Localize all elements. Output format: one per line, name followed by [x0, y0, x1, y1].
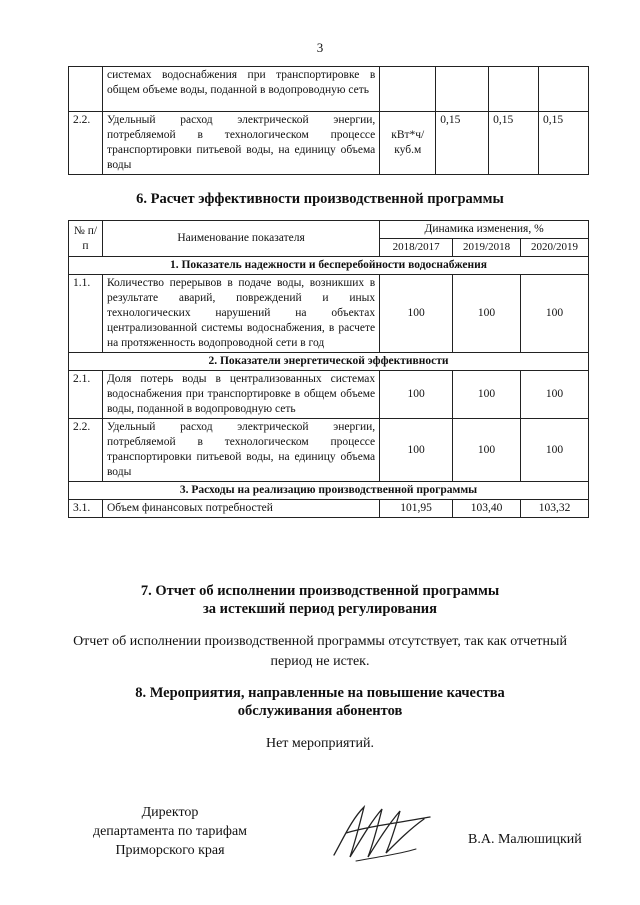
signatory-position — [70, 803, 270, 860]
indicator-name: Объем финансовых потребностей — [102, 500, 379, 518]
header-year: 2019/2018 — [453, 239, 521, 257]
row-number: 2.1. — [69, 371, 103, 419]
position-line1: Директор — [141, 805, 199, 820]
section-7-title — [0, 582, 640, 618]
section-7-text: Отчет об исполнении производственной программы отсутствует, так как отчетный период не истек. — [73, 634, 567, 669]
indicator-name: Количество перерывов в подаче воды, возникших в результате аварий, повреждений и иных технологических нарушений на объектах централизованной системы водоснабжения, в расчете на протяженность водопроводной сети в год — [102, 275, 379, 353]
group-row — [69, 353, 589, 371]
header-indicator-name: Наименование показателя — [102, 221, 379, 257]
position-line2: департамента по тарифам — [92, 824, 248, 839]
section-8-title-line1: 8. Мероприятия, направленные на повышение качества — [135, 685, 505, 701]
value-cell: 0,15 — [539, 112, 589, 175]
value-cell: 100 — [380, 419, 453, 482]
group-title: 3. Расходы на реализацию производственной программы — [69, 482, 589, 500]
value-cell: 101,95 — [380, 500, 453, 518]
value-cell — [489, 67, 539, 112]
header-number: № п/п — [69, 221, 103, 257]
indicator-name: Удельный расход электрической энергии, потребляемой в технологическом процессе транспортировки питьевой воды, на единицу объема воды — [102, 112, 379, 175]
row-number: 2.2. — [69, 419, 103, 482]
signatory-name: В.А. Малюшицкий — [468, 832, 582, 847]
value-cell — [436, 67, 489, 112]
table-row — [69, 112, 589, 175]
indicator-name: системах водоснабжения при транспортировке в общем объеме воды, поданной в водопроводную сеть — [102, 67, 379, 112]
table-row — [69, 500, 589, 518]
header-year: 2018/2017 — [380, 239, 453, 257]
table-header-row — [69, 221, 589, 239]
header-dynamics: Динамика изменения, % — [380, 221, 589, 239]
group-title: 2. Показатели энергетической эффективности — [69, 353, 589, 371]
value-cell: 100 — [380, 275, 453, 353]
group-row — [69, 257, 589, 275]
value-cell: 0,15 — [436, 112, 489, 175]
value-cell: 100 — [521, 419, 589, 482]
section-7-title-line2: за истекший период регулирования — [202, 601, 438, 617]
section-8-text: Нет мероприятий. — [265, 736, 375, 751]
page-number: 3 — [316, 40, 324, 55]
efficiency-table — [68, 220, 589, 518]
value-cell: 100 — [453, 419, 521, 482]
group-row — [69, 482, 589, 500]
value-cell: 103,40 — [453, 500, 521, 518]
section-8-title — [0, 684, 640, 720]
row-number — [69, 67, 103, 112]
value-cell: 103,32 — [521, 500, 589, 518]
table-row — [69, 419, 589, 482]
section-7-title-line1: 7. Отчет об исполнении производственной программы — [140, 583, 500, 599]
continued-indicators-table — [68, 66, 589, 175]
section-8-title-line2: обслуживания абонентов — [237, 703, 403, 719]
table-row — [69, 371, 589, 419]
handwritten-signature — [326, 797, 436, 867]
position-line3: Приморского края — [115, 843, 225, 858]
value-cell: 100 — [453, 371, 521, 419]
value-cell: 100 — [521, 275, 589, 353]
unit-cell — [380, 67, 436, 112]
row-number: 3.1. — [69, 500, 103, 518]
row-number: 2.2. — [69, 112, 103, 175]
table-row — [69, 67, 589, 112]
group-title: 1. Показатель надежности и бесперебойности водоснабжения — [69, 257, 589, 275]
table-row — [69, 275, 589, 353]
section-6-title: 6. Расчет эффективности производственной программы — [136, 191, 504, 207]
value-cell: 0,15 — [489, 112, 539, 175]
row-number: 1.1. — [69, 275, 103, 353]
indicator-name: Доля потерь воды в централизованных системах водоснабжения при транспортировке в общем объеме воды, поданной в водопроводную сеть — [102, 371, 379, 419]
value-cell: 100 — [380, 371, 453, 419]
header-year: 2020/2019 — [521, 239, 589, 257]
value-cell: 100 — [521, 371, 589, 419]
unit-cell: кВт*ч/куб.м — [380, 112, 436, 175]
value-cell: 100 — [453, 275, 521, 353]
indicator-name: Удельный расход электрической энергии, потребляемой в технологическом процессе транспортировки питьевой воды, на единицу объема воды — [102, 419, 379, 482]
value-cell — [539, 67, 589, 112]
